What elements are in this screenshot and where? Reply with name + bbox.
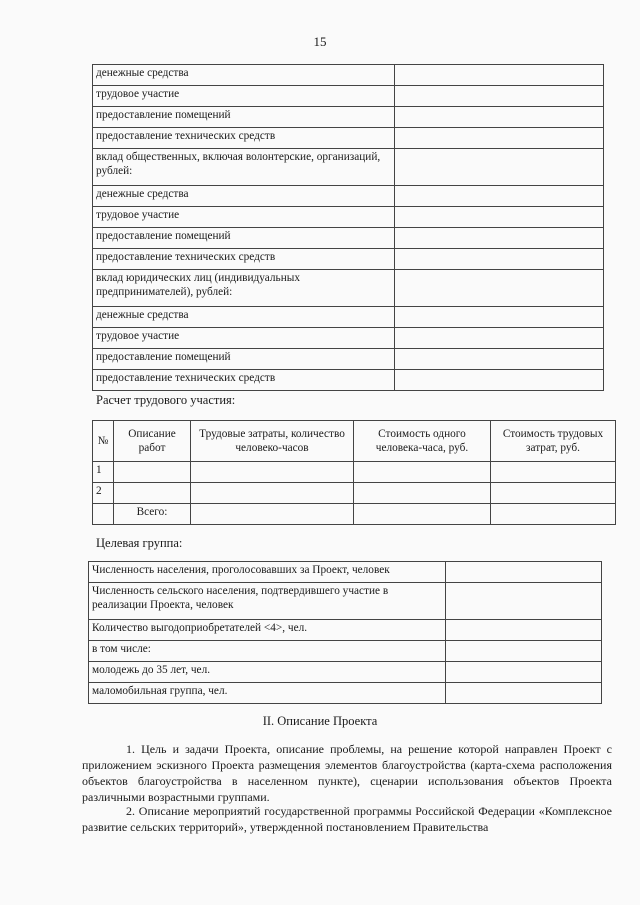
- value-cell: [395, 249, 604, 270]
- table-row: [93, 462, 616, 483]
- row-label: маломобильная группа, чел.: [89, 683, 446, 704]
- row-label: денежные средства: [93, 186, 395, 207]
- cell: [114, 483, 191, 504]
- value-cell: [395, 65, 604, 86]
- value-cell: [446, 562, 602, 583]
- cell: [354, 504, 491, 525]
- row-label: денежные средства: [93, 65, 395, 86]
- table-row: [93, 86, 604, 107]
- cell: [354, 462, 491, 483]
- value-cell: [446, 583, 602, 620]
- table-row: [93, 249, 604, 270]
- target-group-table: [88, 561, 602, 704]
- value-cell: [395, 149, 604, 186]
- cell: [191, 483, 354, 504]
- cell: [114, 462, 191, 483]
- row-label: предоставление технических средств: [93, 370, 395, 391]
- table-row: [89, 620, 602, 641]
- header-row: [93, 421, 616, 462]
- value-cell: [446, 662, 602, 683]
- paragraph-goals: 1. Цель и задачи Проекта, описание проблемы, на решение которой направлен Проект с приложением эскизного Проекта размещения элементов благоустройства (карта-схема расположения объектов благоустройства в населенном пункте), сценарии использования объектов Проекта различными возрастными группами.: [82, 742, 612, 804]
- value-cell: [395, 370, 604, 391]
- header-number: №: [93, 421, 114, 462]
- table-row: [93, 228, 604, 249]
- cell: [491, 504, 616, 525]
- table-row: [93, 328, 604, 349]
- row-label: Численность сельского населения, подтвердившего участие в реализации Проекта, человек: [89, 583, 446, 620]
- target-group-label: Целевая группа:: [96, 536, 183, 550]
- table-row: [89, 641, 602, 662]
- value-cell: [395, 86, 604, 107]
- cell: [191, 462, 354, 483]
- row-label: вклад юридических лиц (индивидуальных предпринимателей), рублей:: [93, 270, 395, 307]
- cell: [191, 504, 354, 525]
- row-label: трудовое участие: [93, 207, 395, 228]
- row-number: 2: [93, 483, 114, 504]
- value-cell: [395, 307, 604, 328]
- table-row: [89, 562, 602, 583]
- total-label: Всего:: [114, 504, 191, 525]
- cell: [491, 462, 616, 483]
- table-row: [89, 662, 602, 683]
- header-labor-hours: Трудовые затраты, количество человеко-часов: [191, 421, 354, 462]
- table-row: [93, 349, 604, 370]
- row-label: Численность населения, проголосовавших за Проект, человек: [89, 562, 446, 583]
- table-row: [93, 483, 616, 504]
- value-cell: [446, 641, 602, 662]
- row-label: вклад общественных, включая волонтерские, организаций, рублей:: [93, 149, 395, 186]
- header-work-description: Описание работ: [114, 421, 191, 462]
- contributions-table: [92, 64, 604, 391]
- table-row: [89, 583, 602, 620]
- row-label: в том числе:: [89, 641, 446, 662]
- paragraph-program: 2. Описание мероприятий государственной программы Российской Федерации «Комплексное развитие сельских территорий», утвержденной постановлением Правительства: [82, 804, 612, 834]
- cell: [354, 483, 491, 504]
- value-cell: [395, 270, 604, 307]
- header-hour-cost: Стоимость одного человека-часа, руб.: [354, 421, 491, 462]
- header-labor-cost: Стоимость трудовых затрат, руб.: [491, 421, 616, 462]
- row-label: предоставление технических средств: [93, 249, 395, 270]
- value-cell: [395, 186, 604, 207]
- row-label: предоставление технических средств: [93, 128, 395, 149]
- section-heading: II. Описание Проекта: [262, 714, 378, 728]
- row-number: 1: [93, 462, 114, 483]
- row-label: Количество выгодоприобретателей <4>, чел.: [89, 620, 446, 641]
- cell: [491, 483, 616, 504]
- row-label: предоставление помещений: [93, 228, 395, 249]
- table-row: [93, 207, 604, 228]
- row-label: денежные средства: [93, 307, 395, 328]
- value-cell: [395, 328, 604, 349]
- value-cell: [395, 349, 604, 370]
- row-label: предоставление помещений: [93, 107, 395, 128]
- value-cell: [395, 228, 604, 249]
- row-label: молодежь до 35 лет, чел.: [89, 662, 446, 683]
- table-row: [93, 107, 604, 128]
- table-row: [93, 370, 604, 391]
- row-label: трудовое участие: [93, 86, 395, 107]
- labor-table: [92, 420, 616, 525]
- row-label: предоставление помещений: [93, 349, 395, 370]
- value-cell: [395, 128, 604, 149]
- value-cell: [446, 683, 602, 704]
- value-cell: [446, 620, 602, 641]
- page-number: 15: [313, 34, 327, 49]
- labor-calc-label: Расчет трудового участия:: [96, 393, 236, 407]
- cell: [93, 504, 114, 525]
- table-row: [93, 307, 604, 328]
- table-row: [93, 128, 604, 149]
- table-row: [93, 186, 604, 207]
- table-row: [93, 270, 604, 307]
- value-cell: [395, 207, 604, 228]
- value-cell: [395, 107, 604, 128]
- table-row: [89, 683, 602, 704]
- total-row: [93, 504, 616, 525]
- row-label: трудовое участие: [93, 328, 395, 349]
- table-row: [93, 65, 604, 86]
- table-row: [93, 149, 604, 186]
